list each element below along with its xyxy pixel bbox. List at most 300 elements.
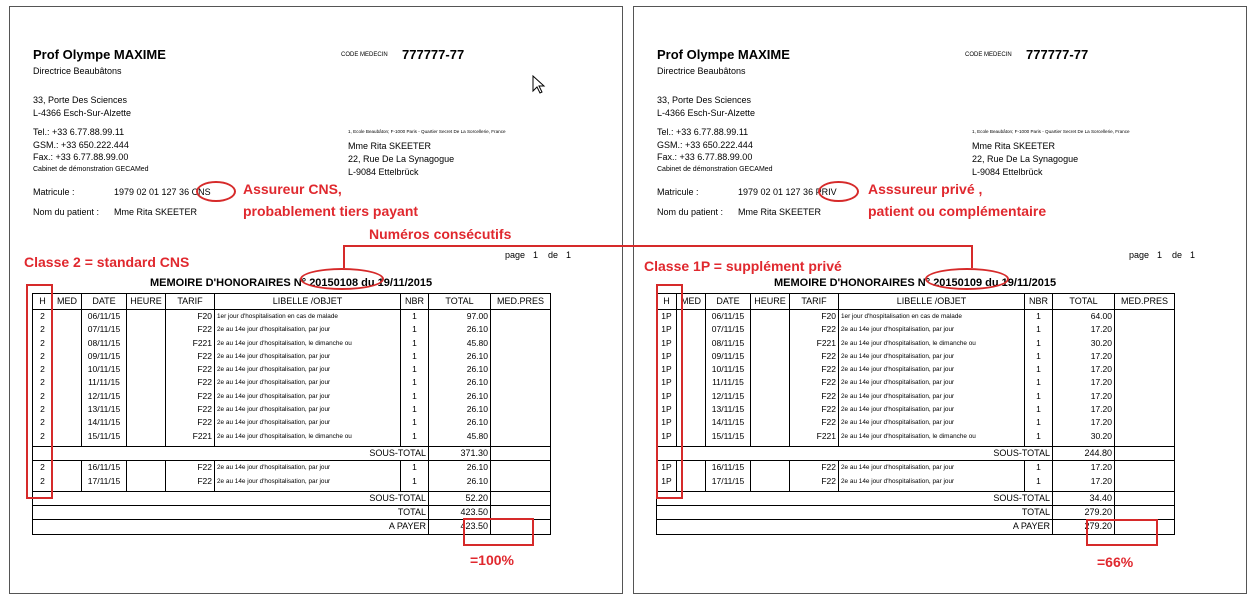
libelle-cell: 2e au 14e jour d'hospitalisation, le dimanche ou xyxy=(839,337,1025,350)
nbr-cell: 1 xyxy=(401,430,429,443)
nbr-cell: 1 xyxy=(1025,403,1053,416)
pay-highlight-left xyxy=(463,518,534,546)
total-cell: 45.80 xyxy=(429,337,491,350)
table-row xyxy=(33,350,551,363)
libelle-cell: 1er jour d'hospitalisation en cas de malade xyxy=(839,310,1025,324)
med-cell xyxy=(53,350,82,363)
recipient-street: 22, Rue De La Synagogue xyxy=(972,154,1079,164)
tarif-cell: F22 xyxy=(166,390,215,403)
sender-fine-print: 1, Ecole Beaubâton; F-1000 Paris - Quartier Secret De La Sorcellerie, France xyxy=(972,129,1130,134)
doctor-fax: Fax.: +33 6.77.88.99.00 xyxy=(33,152,129,162)
med-pres-cell xyxy=(491,363,551,376)
table-row xyxy=(33,416,551,429)
total-cell: 64.00 xyxy=(1053,310,1115,324)
libelle-cell: 2e au 14e jour d'hospitalisation, par jour xyxy=(839,323,1025,336)
table-row xyxy=(33,376,551,389)
annotation-class-left: Classe 2 = standard CNS xyxy=(24,254,190,270)
tarif-cell: F22 xyxy=(790,390,839,403)
subtotal-row xyxy=(657,491,1175,505)
annotation-insurer-priv: Asssureur privé , xyxy=(868,181,983,197)
invoice-table xyxy=(32,293,551,535)
med-pres-cell xyxy=(1115,337,1175,350)
table-row xyxy=(33,337,551,350)
heure-cell xyxy=(751,416,790,429)
total-row-label: TOTAL xyxy=(657,506,1053,520)
med-pres-cell xyxy=(1115,430,1175,443)
table-header xyxy=(33,294,551,310)
table-row xyxy=(33,430,551,443)
code-medecin-label: CODE MEDECIN xyxy=(341,52,388,58)
class-cell: 1P xyxy=(657,430,677,443)
med-pres-cell xyxy=(1115,363,1175,376)
doctor-name: Prof Olympe MAXIME xyxy=(33,47,166,62)
recipient-city: L-9084 Ettelbrück xyxy=(972,167,1043,177)
invoice-document xyxy=(634,7,1246,593)
priv-highlight xyxy=(818,181,859,202)
tarif-cell: F20 xyxy=(166,310,215,324)
heure-cell xyxy=(127,337,166,350)
date-cell: 15/11/15 xyxy=(82,430,127,443)
med-pres-cell xyxy=(1115,461,1175,475)
tarif-cell: F22 xyxy=(166,416,215,429)
doctor-fax: Fax.: +33 6.77.88.99.00 xyxy=(657,152,753,162)
libelle-cell: 2e au 14e jour d'hospitalisation, par jour xyxy=(215,475,401,488)
column-header: NBR xyxy=(1025,294,1053,310)
heure-cell xyxy=(127,475,166,488)
med-pres-cell xyxy=(1115,350,1175,363)
class-cell: 1P xyxy=(657,350,677,363)
heure-cell xyxy=(751,350,790,363)
cns-highlight xyxy=(196,181,236,202)
total-cell: 30.20 xyxy=(1053,337,1115,350)
annotation-pct-left: =100% xyxy=(470,552,514,568)
libelle-cell: 2e au 14e jour d'hospitalisation, par jour xyxy=(215,461,401,475)
total-cell: 26.10 xyxy=(429,323,491,336)
page-of: de xyxy=(1172,250,1183,260)
page-label: page xyxy=(1129,250,1150,260)
date-cell: 09/11/15 xyxy=(82,350,127,363)
med-cell xyxy=(53,310,82,324)
date-cell: 11/11/15 xyxy=(706,376,751,389)
total-cell: 17.20 xyxy=(1053,323,1115,336)
patient-label: Nom du patient : xyxy=(33,207,100,217)
total-cell: 45.80 xyxy=(429,430,491,443)
heure-cell xyxy=(751,475,790,488)
doctor-tel: Tel.: +33 6.77.88.99.11 xyxy=(657,127,749,137)
class-cell: 1P xyxy=(657,363,677,376)
date-cell: 17/11/15 xyxy=(82,475,127,488)
total-cell: 17.20 xyxy=(1053,350,1115,363)
class-cell: 2 xyxy=(33,475,53,488)
recipient-name: Mme Rita SKEETER xyxy=(348,141,432,151)
heure-cell xyxy=(127,363,166,376)
tarif-cell: F22 xyxy=(790,403,839,416)
med-pres-cell xyxy=(1115,416,1175,429)
date-cell: 07/11/15 xyxy=(706,323,751,336)
doctor-title: Directrice Beaubâtons xyxy=(657,66,746,76)
page-total: 1 xyxy=(1190,250,1196,260)
recipient-name: Mme Rita SKEETER xyxy=(972,141,1056,151)
tarif-cell: F22 xyxy=(790,363,839,376)
code-medecin-label: CODE MEDECIN xyxy=(965,52,1012,58)
med-pres-cell xyxy=(491,323,551,336)
subtotal-row-empty xyxy=(491,446,551,460)
annotation-insurer-cns-2: probablement tiers payant xyxy=(243,203,419,219)
total-cell: 30.20 xyxy=(1053,430,1115,443)
date-cell: 13/11/15 xyxy=(706,403,751,416)
libelle-cell: 2e au 14e jour d'hospitalisation, par jour xyxy=(839,350,1025,363)
subtotal-row-label: SOUS-TOTAL xyxy=(657,491,1053,505)
column-header: MED xyxy=(53,294,82,310)
cabinet-name: Cabinet de démonstration GECAMed xyxy=(657,166,773,173)
subtotal-row-value: 244.80 xyxy=(1053,446,1115,460)
patient-name: Mme Rita SKEETER xyxy=(114,207,198,217)
heure-cell xyxy=(127,461,166,475)
nbr-cell: 1 xyxy=(401,475,429,488)
libelle-cell: 2e au 14e jour d'hospitalisation, par jour xyxy=(839,403,1025,416)
date-cell: 11/11/15 xyxy=(82,376,127,389)
pay-row-label: A PAYER xyxy=(657,520,1053,534)
med-pres-cell xyxy=(1115,376,1175,389)
heure-cell xyxy=(751,430,790,443)
nbr-cell: 1 xyxy=(1025,350,1053,363)
tarif-cell: F221 xyxy=(790,337,839,350)
heure-cell xyxy=(751,403,790,416)
class-cell: 2 xyxy=(33,461,53,475)
column-header: H xyxy=(657,294,677,310)
column-header: TOTAL xyxy=(429,294,491,310)
date-cell: 10/11/15 xyxy=(706,363,751,376)
date-cell: 15/11/15 xyxy=(706,430,751,443)
tarif-cell: F20 xyxy=(790,310,839,324)
sender-fine-print: 1, Ecole Beaubâton; F-1000 Paris - Quartier Secret De La Sorcellerie, France xyxy=(348,129,506,134)
matricule-value: 1979 02 01 127 36 CNS xyxy=(114,187,211,197)
annotation-insurer-priv-2: patient ou complémentaire xyxy=(868,203,1047,219)
total-cell: 97.00 xyxy=(429,310,491,324)
table-row xyxy=(657,416,1175,429)
subtotal-row-empty xyxy=(1115,446,1175,460)
page-current: 1 xyxy=(533,250,539,260)
doctor-address-line2: L-4366 Esch-Sur-Alzette xyxy=(33,108,132,118)
doctor-title: Directrice Beaubâtons xyxy=(33,66,122,76)
invoice-number-highlight-right xyxy=(925,268,1009,290)
libelle-cell: 2e au 14e jour d'hospitalisation, par jour xyxy=(839,416,1025,429)
med-pres-cell xyxy=(491,376,551,389)
libelle-cell: 2e au 14e jour d'hospitalisation, par jour xyxy=(215,390,401,403)
nbr-cell: 1 xyxy=(1025,337,1053,350)
date-cell: 17/11/15 xyxy=(706,475,751,488)
heure-cell xyxy=(127,430,166,443)
mouse-pointer-icon xyxy=(532,75,546,95)
pay-row-value: 423.50 xyxy=(429,520,491,534)
med-pres-cell xyxy=(491,390,551,403)
table-row xyxy=(657,350,1175,363)
subtotal-row-label: SOUS-TOTAL xyxy=(33,446,429,460)
subtotal-row xyxy=(33,491,551,505)
nbr-cell: 1 xyxy=(1025,416,1053,429)
subtotal-row-label: SOUS-TOTAL xyxy=(33,491,429,505)
total-cell: 26.10 xyxy=(429,475,491,488)
tarif-cell: F22 xyxy=(166,403,215,416)
invoice-document xyxy=(10,7,622,593)
tarif-cell: F22 xyxy=(790,323,839,336)
med-cell xyxy=(53,376,82,389)
annotation-insurer-cns: Assureur CNS, xyxy=(243,181,342,197)
total-cell: 26.10 xyxy=(429,403,491,416)
column-header: HEURE xyxy=(127,294,166,310)
class-cell: 1P xyxy=(657,376,677,389)
tarif-cell: F22 xyxy=(790,475,839,488)
med-cell xyxy=(53,337,82,350)
med-pres-cell xyxy=(491,350,551,363)
class-column-highlight-left xyxy=(26,284,53,499)
class-cell: 2 xyxy=(33,363,53,376)
heure-cell xyxy=(127,390,166,403)
column-header: TARIF xyxy=(790,294,839,310)
matricule-label: Matricule : xyxy=(657,187,699,197)
med-pres-cell xyxy=(491,461,551,475)
nbr-cell: 1 xyxy=(1025,430,1053,443)
column-header: TARIF xyxy=(166,294,215,310)
code-medecin-value: 777777-77 xyxy=(402,47,465,62)
libelle-cell: 2e au 14e jour d'hospitalisation, par jour xyxy=(839,390,1025,403)
tarif-cell: F221 xyxy=(166,337,215,350)
nbr-cell: 1 xyxy=(401,337,429,350)
libelle-cell: 2e au 14e jour d'hospitalisation, par jour xyxy=(215,403,401,416)
med-pres-cell xyxy=(1115,310,1175,324)
table-row xyxy=(33,461,551,475)
nbr-cell: 1 xyxy=(401,403,429,416)
libelle-cell: 2e au 14e jour d'hospitalisation, le dimanche ou xyxy=(839,430,1025,443)
libelle-cell: 2e au 14e jour d'hospitalisation, par jour xyxy=(839,363,1025,376)
class-cell: 2 xyxy=(33,416,53,429)
matricule-value: 1979 02 01 127 36 PRIV xyxy=(738,187,837,197)
tarif-cell: F22 xyxy=(790,416,839,429)
nbr-cell: 1 xyxy=(401,461,429,475)
nbr-cell: 1 xyxy=(1025,390,1053,403)
invoice-number-highlight-left xyxy=(300,268,384,290)
class-column-highlight-right xyxy=(656,284,683,499)
total-cell: 26.10 xyxy=(429,350,491,363)
heure-cell xyxy=(127,350,166,363)
libelle-cell: 1er jour d'hospitalisation en cas de malade xyxy=(215,310,401,324)
libelle-cell: 2e au 14e jour d'hospitalisation, par jour xyxy=(215,416,401,429)
nbr-cell: 1 xyxy=(1025,363,1053,376)
med-cell xyxy=(53,416,82,429)
subtotal-row-label: SOUS-TOTAL xyxy=(657,446,1053,460)
table-row xyxy=(657,475,1175,488)
nbr-cell: 1 xyxy=(1025,310,1053,324)
heure-cell xyxy=(127,310,166,324)
total-cell: 26.10 xyxy=(429,390,491,403)
total-cell: 17.20 xyxy=(1053,461,1115,475)
libelle-cell: 2e au 14e jour d'hospitalisation, le dimanche ou xyxy=(215,337,401,350)
column-header: MED.PRES xyxy=(1115,294,1175,310)
heure-cell xyxy=(127,416,166,429)
med-cell xyxy=(53,475,82,488)
doctor-address-line1: 33, Porte Des Sciences xyxy=(33,95,128,105)
column-header: DATE xyxy=(706,294,751,310)
table-row xyxy=(657,403,1175,416)
date-cell: 13/11/15 xyxy=(82,403,127,416)
total-cell: 26.10 xyxy=(429,461,491,475)
pay-highlight-right xyxy=(1086,519,1158,546)
column-header: MED.PRES xyxy=(491,294,551,310)
med-pres-cell xyxy=(1115,403,1175,416)
class-cell: 2 xyxy=(33,323,53,336)
class-cell: 2 xyxy=(33,310,53,324)
tarif-cell: F221 xyxy=(790,430,839,443)
class-cell: 2 xyxy=(33,430,53,443)
class-cell: 1P xyxy=(657,461,677,475)
total-row-empty xyxy=(1115,506,1175,520)
libelle-cell: 2e au 14e jour d'hospitalisation, par jour xyxy=(839,376,1025,389)
tarif-cell: F22 xyxy=(166,475,215,488)
total-row-value: 279.20 xyxy=(1053,506,1115,520)
med-pres-cell xyxy=(491,337,551,350)
table-row xyxy=(33,363,551,376)
date-cell: 12/11/15 xyxy=(82,390,127,403)
class-cell: 1P xyxy=(657,475,677,488)
date-cell: 14/11/15 xyxy=(82,416,127,429)
doctor-gsm: GSM.: +33 650.222.444 xyxy=(33,140,129,150)
nbr-cell: 1 xyxy=(1025,323,1053,336)
class-cell: 2 xyxy=(33,337,53,350)
date-cell: 16/11/15 xyxy=(706,461,751,475)
libelle-cell: 2e au 14e jour d'hospitalisation, par jour xyxy=(215,323,401,336)
med-pres-cell xyxy=(1115,323,1175,336)
table-row xyxy=(33,323,551,336)
column-header: DATE xyxy=(82,294,127,310)
med-cell xyxy=(53,403,82,416)
class-cell: 1P xyxy=(657,416,677,429)
total-cell: 17.20 xyxy=(1053,416,1115,429)
date-cell: 10/11/15 xyxy=(82,363,127,376)
subtotal-row-empty xyxy=(491,491,551,505)
total-row-value: 423.50 xyxy=(429,506,491,520)
subtotal-row xyxy=(33,446,551,460)
med-pres-cell xyxy=(1115,390,1175,403)
column-header: NBR xyxy=(401,294,429,310)
nbr-cell: 1 xyxy=(1025,461,1053,475)
heure-cell xyxy=(751,310,790,324)
doctor-address-line1: 33, Porte Des Sciences xyxy=(657,95,752,105)
table-row xyxy=(33,475,551,488)
heure-cell xyxy=(751,461,790,475)
tarif-cell: F221 xyxy=(166,430,215,443)
table-row xyxy=(657,461,1175,475)
tarif-cell: F22 xyxy=(790,461,839,475)
med-pres-cell xyxy=(491,310,551,324)
cabinet-name: Cabinet de démonstration GECAMed xyxy=(33,166,149,173)
nbr-cell: 1 xyxy=(401,390,429,403)
subtotal-row xyxy=(657,446,1175,460)
recipient-city: L-9084 Ettelbrück xyxy=(348,167,419,177)
date-cell: 08/11/15 xyxy=(706,337,751,350)
heure-cell xyxy=(751,376,790,389)
heure-cell xyxy=(751,323,790,336)
invoice-table xyxy=(656,293,1175,535)
table-row xyxy=(657,430,1175,443)
annotation-class-right: Classe 1P = supplément privé xyxy=(644,258,842,274)
subtotal-row-value: 34.40 xyxy=(1053,491,1115,505)
class-cell: 2 xyxy=(33,376,53,389)
annotation-consecutive: Numéros consécutifs xyxy=(369,226,512,242)
table-row xyxy=(657,376,1175,389)
libelle-cell: 2e au 14e jour d'hospitalisation, par jour xyxy=(839,475,1025,488)
table-row xyxy=(657,323,1175,336)
invoice-page-cns xyxy=(9,6,623,594)
table-header xyxy=(657,294,1175,310)
nbr-cell: 1 xyxy=(401,323,429,336)
tarif-cell: F22 xyxy=(166,323,215,336)
date-cell: 08/11/15 xyxy=(82,337,127,350)
table-row xyxy=(33,390,551,403)
subtotal-row-empty xyxy=(1115,491,1175,505)
heure-cell xyxy=(751,363,790,376)
libelle-cell: 2e au 14e jour d'hospitalisation, par jour xyxy=(215,350,401,363)
doctor-address-line2: L-4366 Esch-Sur-Alzette xyxy=(657,108,756,118)
med-cell xyxy=(53,363,82,376)
heure-cell xyxy=(127,376,166,389)
table-row xyxy=(657,390,1175,403)
med-cell xyxy=(53,430,82,443)
date-cell: 12/11/15 xyxy=(706,390,751,403)
tarif-cell: F22 xyxy=(166,461,215,475)
class-cell: 2 xyxy=(33,350,53,363)
libelle-cell: 2e au 14e jour d'hospitalisation, par jour xyxy=(215,363,401,376)
libelle-cell: 2e au 14e jour d'hospitalisation, par jour xyxy=(839,461,1025,475)
table-row xyxy=(33,310,551,324)
column-header: LIBELLE /OBJET xyxy=(839,294,1025,310)
annotation-pct-right: =66% xyxy=(1097,554,1134,570)
column-header: TOTAL xyxy=(1053,294,1115,310)
pay-row-label: A PAYER xyxy=(33,520,429,534)
invoice-title: MEMOIRE D'HONORAIRES N° 20150108 du 19/11/2015 xyxy=(150,277,433,289)
total-row xyxy=(657,506,1175,520)
class-cell: 1P xyxy=(657,310,677,324)
date-cell: 06/11/15 xyxy=(706,310,751,324)
date-cell: 16/11/15 xyxy=(82,461,127,475)
page-current: 1 xyxy=(1157,250,1163,260)
page-total: 1 xyxy=(566,250,572,260)
class-cell: 2 xyxy=(33,403,53,416)
doctor-tel: Tel.: +33 6.77.88.99.11 xyxy=(33,127,125,137)
page-label: page xyxy=(505,250,526,260)
class-cell: 1P xyxy=(657,403,677,416)
table-row xyxy=(657,310,1175,324)
heure-cell xyxy=(751,390,790,403)
nbr-cell: 1 xyxy=(401,416,429,429)
invoice-page-private xyxy=(633,6,1247,594)
column-header: H xyxy=(33,294,53,310)
nbr-cell: 1 xyxy=(401,363,429,376)
date-cell: 09/11/15 xyxy=(706,350,751,363)
pay-row-value: 279.20 xyxy=(1053,520,1115,534)
table-row xyxy=(657,337,1175,350)
tarif-cell: F22 xyxy=(790,376,839,389)
class-cell: 1P xyxy=(657,323,677,336)
total-cell: 17.20 xyxy=(1053,363,1115,376)
subtotal-row-value: 52.20 xyxy=(429,491,491,505)
tarif-cell: F22 xyxy=(166,363,215,376)
total-cell: 17.20 xyxy=(1053,376,1115,389)
nbr-cell: 1 xyxy=(401,350,429,363)
table-row xyxy=(33,403,551,416)
total-cell: 26.10 xyxy=(429,363,491,376)
tarif-cell: F22 xyxy=(166,350,215,363)
med-pres-cell xyxy=(491,416,551,429)
